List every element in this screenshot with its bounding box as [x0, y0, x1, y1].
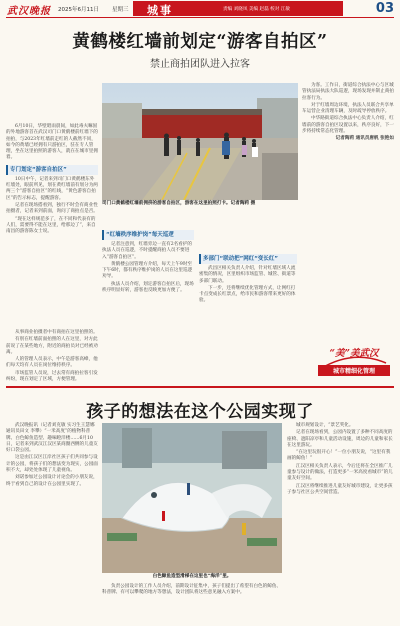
story1-photo — [102, 83, 298, 200]
story2-paragraph: 江汉区相关负责人表示，今后还将在全区推广儿童参与设计的做法，打造更多“一米高度看城市”的儿童友好空间。 — [287, 463, 393, 482]
story1-paragraph: 10日中午，记者来到司门口黄鹤楼东外红墙处，眼前所见，划在黄红墙前有划分为两两三个“游客自拍区”的红线，“黄色游客自拍区”的告示标志，提醒游客。 — [6, 176, 98, 201]
story1-column-4 — [199, 222, 297, 306]
story1-column-3 — [102, 222, 194, 295]
story1-subheading-1: 专门划定“游客自拍区” — [6, 165, 98, 175]
red-wall-crowd-photo — [102, 83, 298, 200]
whale-slide-park-photo — [102, 423, 282, 573]
story2-column-2 — [102, 584, 282, 598]
editor-credits: 责编 刘晓凤 美编 赵磊 校对 江敏 — [223, 7, 291, 12]
story1-paragraph: 记者注意到，红墙旁边一直有2名看护的执法人员在巡逻，不时提醒商拍人员不要进入“游客自拍区”。 — [102, 242, 193, 260]
story1-paragraph: 执法人员介绍，划定游客自拍区后，现场秩序明显好转，游客也反映更加方便了。 — [102, 281, 194, 294]
story1-subheading-2: “红墙秩序维护岗”每天巡逻 — [102, 230, 194, 240]
story2-paragraph: 江汉区将继续推进儿童友好城市建设，让更多孩子参与社区公共空间营造。 — [287, 483, 393, 495]
issue-weekday: 星期三 — [112, 7, 129, 13]
story2-paragraph: 记者在现场看到，公园内设置了多种不同高度的座椅、遮阳凉亭和儿童活动设施，周边的儿童和家长在这里游玩。 — [287, 430, 393, 448]
story1-paragraph: 下一步，还将继续优化管理方式，让网红打卡点变成长红景点，给市民和游客带来更好的体验。 — [199, 285, 296, 304]
story2-column-1 — [6, 423, 98, 489]
story1-paragraph: “现在这样规范多了，在不同和代表有的人们，需要得不能在这里，给那边了”，来自南昌的游客陈女士说。 — [6, 216, 96, 235]
story2-paragraph: 这是由江汉区江岸社区孩子们共同参与设计的公园，将孩子们的想法变为现实，公园面积不大，却处处体现了儿童视角。 — [6, 455, 98, 474]
story1-paragraph: 人的管理人员表示，中午是游客高峰，他们每天均有人员在岗位维持秩序。 — [6, 357, 98, 369]
page-number: 03 — [375, 1, 394, 16]
story1-subhead: 禁止商拍团队进入拉客 — [150, 59, 250, 70]
section-banner — [133, 1, 343, 16]
story2-paragraph: “在这里玩很开心！”一位小朋友说，“这里有我画的鲸鱼！” — [287, 450, 391, 462]
story1-paragraph: 武昌区相关负责人介绍，针对红墙区域人流密集的情况，区里组织市场监管、城管、街道等多部门联动。 — [199, 266, 296, 284]
story1-column-1 — [6, 124, 98, 236]
story1-paragraph: 中华路街道综合执法中心负责人介绍，红墙前的游客自拍区设置以来，秩序良好，下一步将持续常态化管理。 — [302, 116, 394, 135]
issue-date: 2025年6月11日 — [58, 7, 99, 13]
section-title: 城事 — [147, 4, 173, 17]
section-divider — [6, 386, 394, 388]
story1-photo-caption: 司门口黄鹤楼红墙前拥挤的游客自拍区，游客在这里拍照打卡。记者陶莉 摄 — [102, 201, 256, 206]
story1-headline: 黄鹤楼红墙前划定“游客自拍区” — [72, 32, 328, 52]
story2-photo — [102, 423, 282, 573]
story1-paragraph: 有别在红墙前面拍照的人在这里，对方此前说了在某些地方，附近的商拍员对已经被劝离。 — [6, 337, 98, 355]
badge-subtitle: 城市精细化管理 — [318, 365, 390, 376]
story1-column-2 — [6, 330, 98, 384]
story2-paragraph: 武汉晚报讯（记者刘克敏 实习生王慧娜 通讯员田文 李攀）“一米高度”的植物科普牌、白色鲸鱼造型、趣味瞪洋楼……6月10日，记者来到武汉江汉区某商圈西侧的儿童友好口袋公园。 — [6, 423, 98, 454]
story1-column-5 — [302, 83, 394, 144]
story1-intro: 6月10日，华壁昭雨晨间，如此毒夫嘛固的外地游客首在武汉司门口黄鹤楼前红墙下的拍拍，与2023年红墙前走红的人截然不同，如今的黄墙已经拥有只游拍区，驻在专人管理，坐在这里拍照的游客人，就在在城市里拥着。 — [6, 124, 98, 161]
story1-paragraph: 市场监管人员说，过去常有商拍拉客引发纠纷，现在划定了区域，方便管理。 — [6, 370, 98, 383]
story2-column-3 — [287, 423, 394, 497]
story1-paragraph: 对于红墙周边环境，执法人员联合共享单车运营企业清理车辆，及时疏导停放秩序。 — [302, 102, 394, 115]
story1-paragraph: 记者在现场搭看到，独行不时会有商业性拍摄者，记者来到前面，询问了商拍点是否。 — [6, 202, 98, 215]
badge-title: “美”美武汉 — [329, 348, 379, 359]
story2-headline: 孩子的想法在这个公园实现了 — [86, 402, 314, 422]
story2-paragraph: 负责公园设计的工作人员介绍，前期设计征集中，孩子们提出了希望有白色的鲸鱼、科普牌、有可以攀爬的地方等想法，设计团队将这些意见融入方案中。 — [102, 584, 281, 596]
story2-photo-caption: 白色鲸鱼造型滑梯在这里也“海洋”里。 — [152, 574, 232, 579]
story1-paragraph: 为客。工作日，街道综合执法中心与区城管执法局执法大队巡逻，现场发现并制止商拍拉客行为。 — [302, 83, 394, 101]
story1-paragraph: 黄鹤楼公园管理方介绍，每天上午9时至下午6时，都有秩序维护岗的人员在这里巡逻劝导。 — [102, 261, 193, 280]
masthead-rule — [6, 17, 394, 18]
masthead — [0, 0, 400, 17]
story2-paragraph: 城市规划设计，“景艺奖化。 — [296, 423, 354, 428]
newspaper-logo: 武汉晚报 — [7, 6, 51, 17]
story1-paragraph: 从事商业拍摄者中有商拍在这里拍照的。 — [15, 330, 98, 335]
story2-paragraph: 刘诺参加过公园设计讨论会的小朋友说，终于看到自己的设计在公园里实现了。 — [6, 475, 98, 487]
city-management-badge — [316, 343, 390, 379]
story1-subheading-3: 多部门“联动把”网红“变长红” — [199, 254, 297, 264]
story1-reporter: 记者陶莉 通讯员唐帆 张艳如 — [335, 136, 394, 142]
